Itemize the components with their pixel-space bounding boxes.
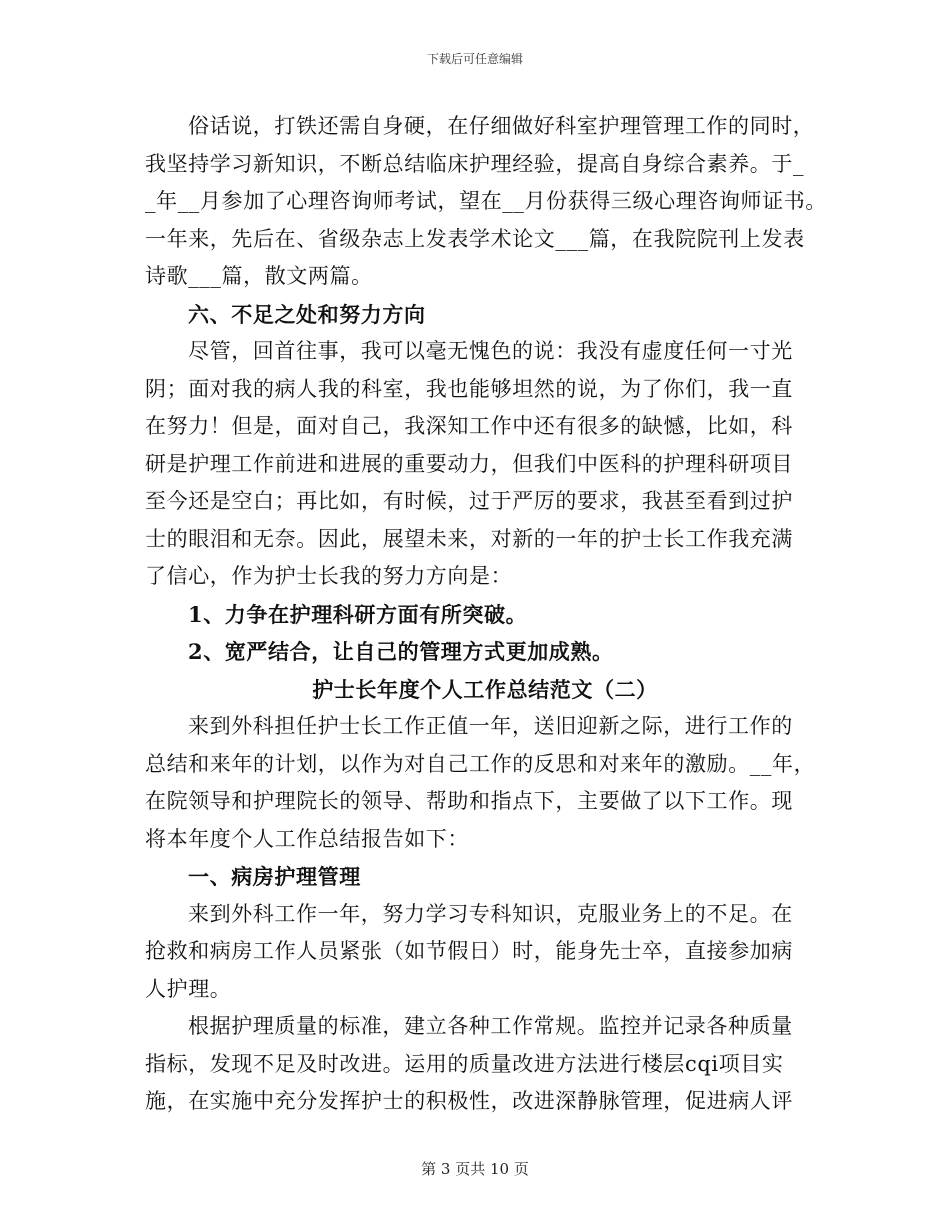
paragraph-line: 在努力！但是，面对自己，我深知工作中还有很多的缺憾，比如，科 — [145, 414, 793, 438]
section-heading: 一、病房护理管理 — [188, 864, 361, 889]
paragraph-line: 至今还是空白；再比如，有时候，过于严厉的要求，我甚至看到过护 — [145, 489, 793, 513]
paragraph-line: 了信心，作为护士长我的努力方向是： — [145, 564, 513, 588]
paragraph-line: 在院领导和护理院长的领导、帮助和指点下，主要做了以下工作。现 — [145, 789, 793, 813]
section-heading: 1、力争在护理科研方面有所突破。 — [188, 601, 528, 627]
section-heading: 2、宽严结合，让自己的管理方式更加成熟。 — [188, 639, 614, 664]
paragraph-line: 人护理。 — [145, 976, 232, 1001]
section-heading: 护士长年度个人工作总结范文（二） — [312, 676, 658, 702]
paragraph-line: 总结和来年的计划，以作为对自己工作的反思和对来年的激励。__年， — [145, 751, 816, 776]
paragraph-line: 士的眼泪和无奈。因此，展望未来，对新的一年的护士长工作我充满 — [145, 526, 793, 551]
section-heading: 六、不足之处和努力方向 — [188, 301, 426, 327]
page-number: 第 3 页共 10 页 — [421, 1160, 529, 1178]
paragraph-line: 我坚持学习新知识，不断总结临床护理经验，提高自身综合素养。于_ — [145, 151, 805, 176]
paragraph-line: 尽管，回首往事，我可以毫无愧色的说：我没有虚度任何一寸光 — [188, 339, 793, 363]
paragraph-line: 俗话说，打铁还需自身硬，在仔细做好科室护理管理工作的同时， — [188, 114, 815, 138]
paragraph-line: _年__月参加了心理咨询师考试，望在__月份获得三级心理咨询师证书。 — [145, 189, 827, 213]
paragraph-line: 诗歌___篇，散文两篇。 — [145, 264, 373, 288]
paragraph-line: 阴；面对我的病人我的科室，我也能够坦然的说，为了你们，我一直 — [145, 376, 793, 401]
page-header: 下载后可任意编辑 — [426, 52, 523, 66]
paragraph-line: 指标，发现不足及时改进。运用的质量改进方法进行楼层cqi项目实 — [145, 1051, 784, 1076]
paragraph-line: 抢救和病房工作人员紧张（如节假日）时，能身先士卒，直接参加病 — [145, 939, 793, 963]
paragraph-line: 研是护理工作前进和进展的重要动力，但我们中医科的护理科研项目 — [145, 451, 793, 476]
paragraph-line: 将本年度个人工作总结报告如下： — [145, 826, 469, 851]
paragraph-line: 来到外科工作一年，努力学习专科知识，克服业务上的不足。在 — [188, 901, 793, 926]
paragraph-line: 根据护理质量的标准，建立各种工作常规。监控并记录各种质量 — [188, 1014, 793, 1038]
document-body — [145, 108, 825, 1121]
paragraph-line: 来到外科担任护士长工作正值一年，送旧迎新之际，进行工作的 — [188, 714, 793, 738]
paragraph-line: 施，在实施中充分发挥护士的积极性，改进深静脉管理，促进病人评 — [145, 1089, 793, 1113]
paragraph-line: 一年来，先后在、省级杂志上发表学术论文___篇，在我院院刊上发表 — [145, 226, 805, 251]
